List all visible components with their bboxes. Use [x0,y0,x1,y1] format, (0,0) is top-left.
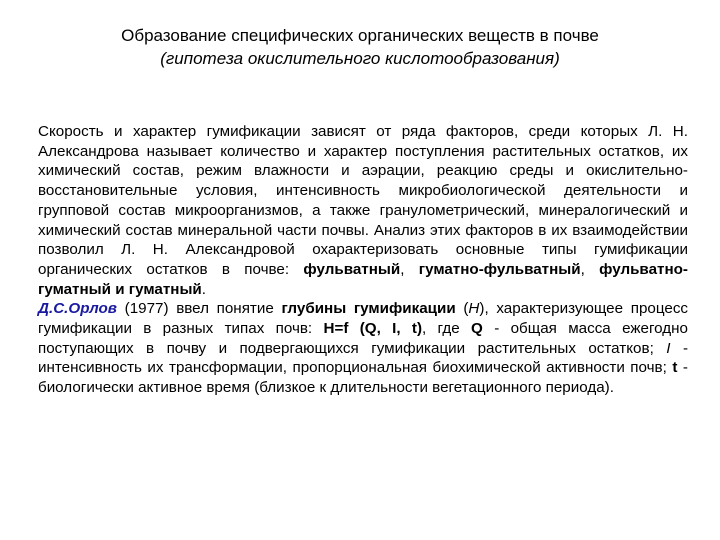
variable-t: t [672,359,678,377]
title-main: Образование специфических органических веществ в почве [121,26,599,45]
paragraph1-text: Скорость и характер гумификации зависят от ряда факторов, среди которых Л. Н. Александрова называет количество и характер поступления растительных остатков, их химический состав, режим влажности и аэрации, реакцию среды и окислительно-восстановительные условия, интенсивность микробиологической деятельности и групповой состав микроорганизмов, а также гранулометрический, минералогический и химический состав минеральной части почвы. Анализ этих факторов в их взаимодействии позволил Л. Н. Александровой охарактеризовать основные типы гумификации органических остатков в почве: [38,123,688,278]
text-fragment: - биологически активное время (близкое к длительности вегетационного периода). [38,359,688,397]
humification-type-fulvate: фульватный [303,260,401,278]
slide-body [38,122,688,398]
slide-title [40,24,680,70]
separator: , [400,260,405,278]
sentence-end: . [201,280,207,298]
text-fragment: , где [422,320,460,338]
separator: , [580,260,585,278]
conjunction: и [115,280,125,298]
variable-i: I [666,339,671,357]
text-fragment: (1977) ввел понятие [124,300,274,318]
title-subtitle: (гипотеза окислительного кислотообразования) [160,49,560,68]
text-fragment: ( [463,300,469,318]
variable-q: Q [471,320,483,338]
paragraph-humification-depth [38,299,688,398]
humification-type-fulvate-humate: фульватно-гуматный [38,260,688,298]
paragraph-humification-factors [38,122,688,299]
formula: H=f (Q, I, t) [323,320,422,338]
author-name: Д.С.Орлов [38,300,117,318]
text-fragment: ), характеризующее процесс гумификации в разных типах почв: [38,300,689,338]
text-fragment: - общая масса ежегодно поступающих в почву и подвергающихся гумификации растительных остатков; [38,320,688,357]
text-fragment: - интенсивность их трансформации, пропорциональная биохимической активности почв; [38,339,688,377]
humification-type-humate-fulvate: гуматно-фульватный [418,260,581,278]
term-humification-depth: глубины гумификации [281,300,456,318]
humification-type-humate: гуматный [128,280,202,298]
variable-h: Н [468,300,480,318]
